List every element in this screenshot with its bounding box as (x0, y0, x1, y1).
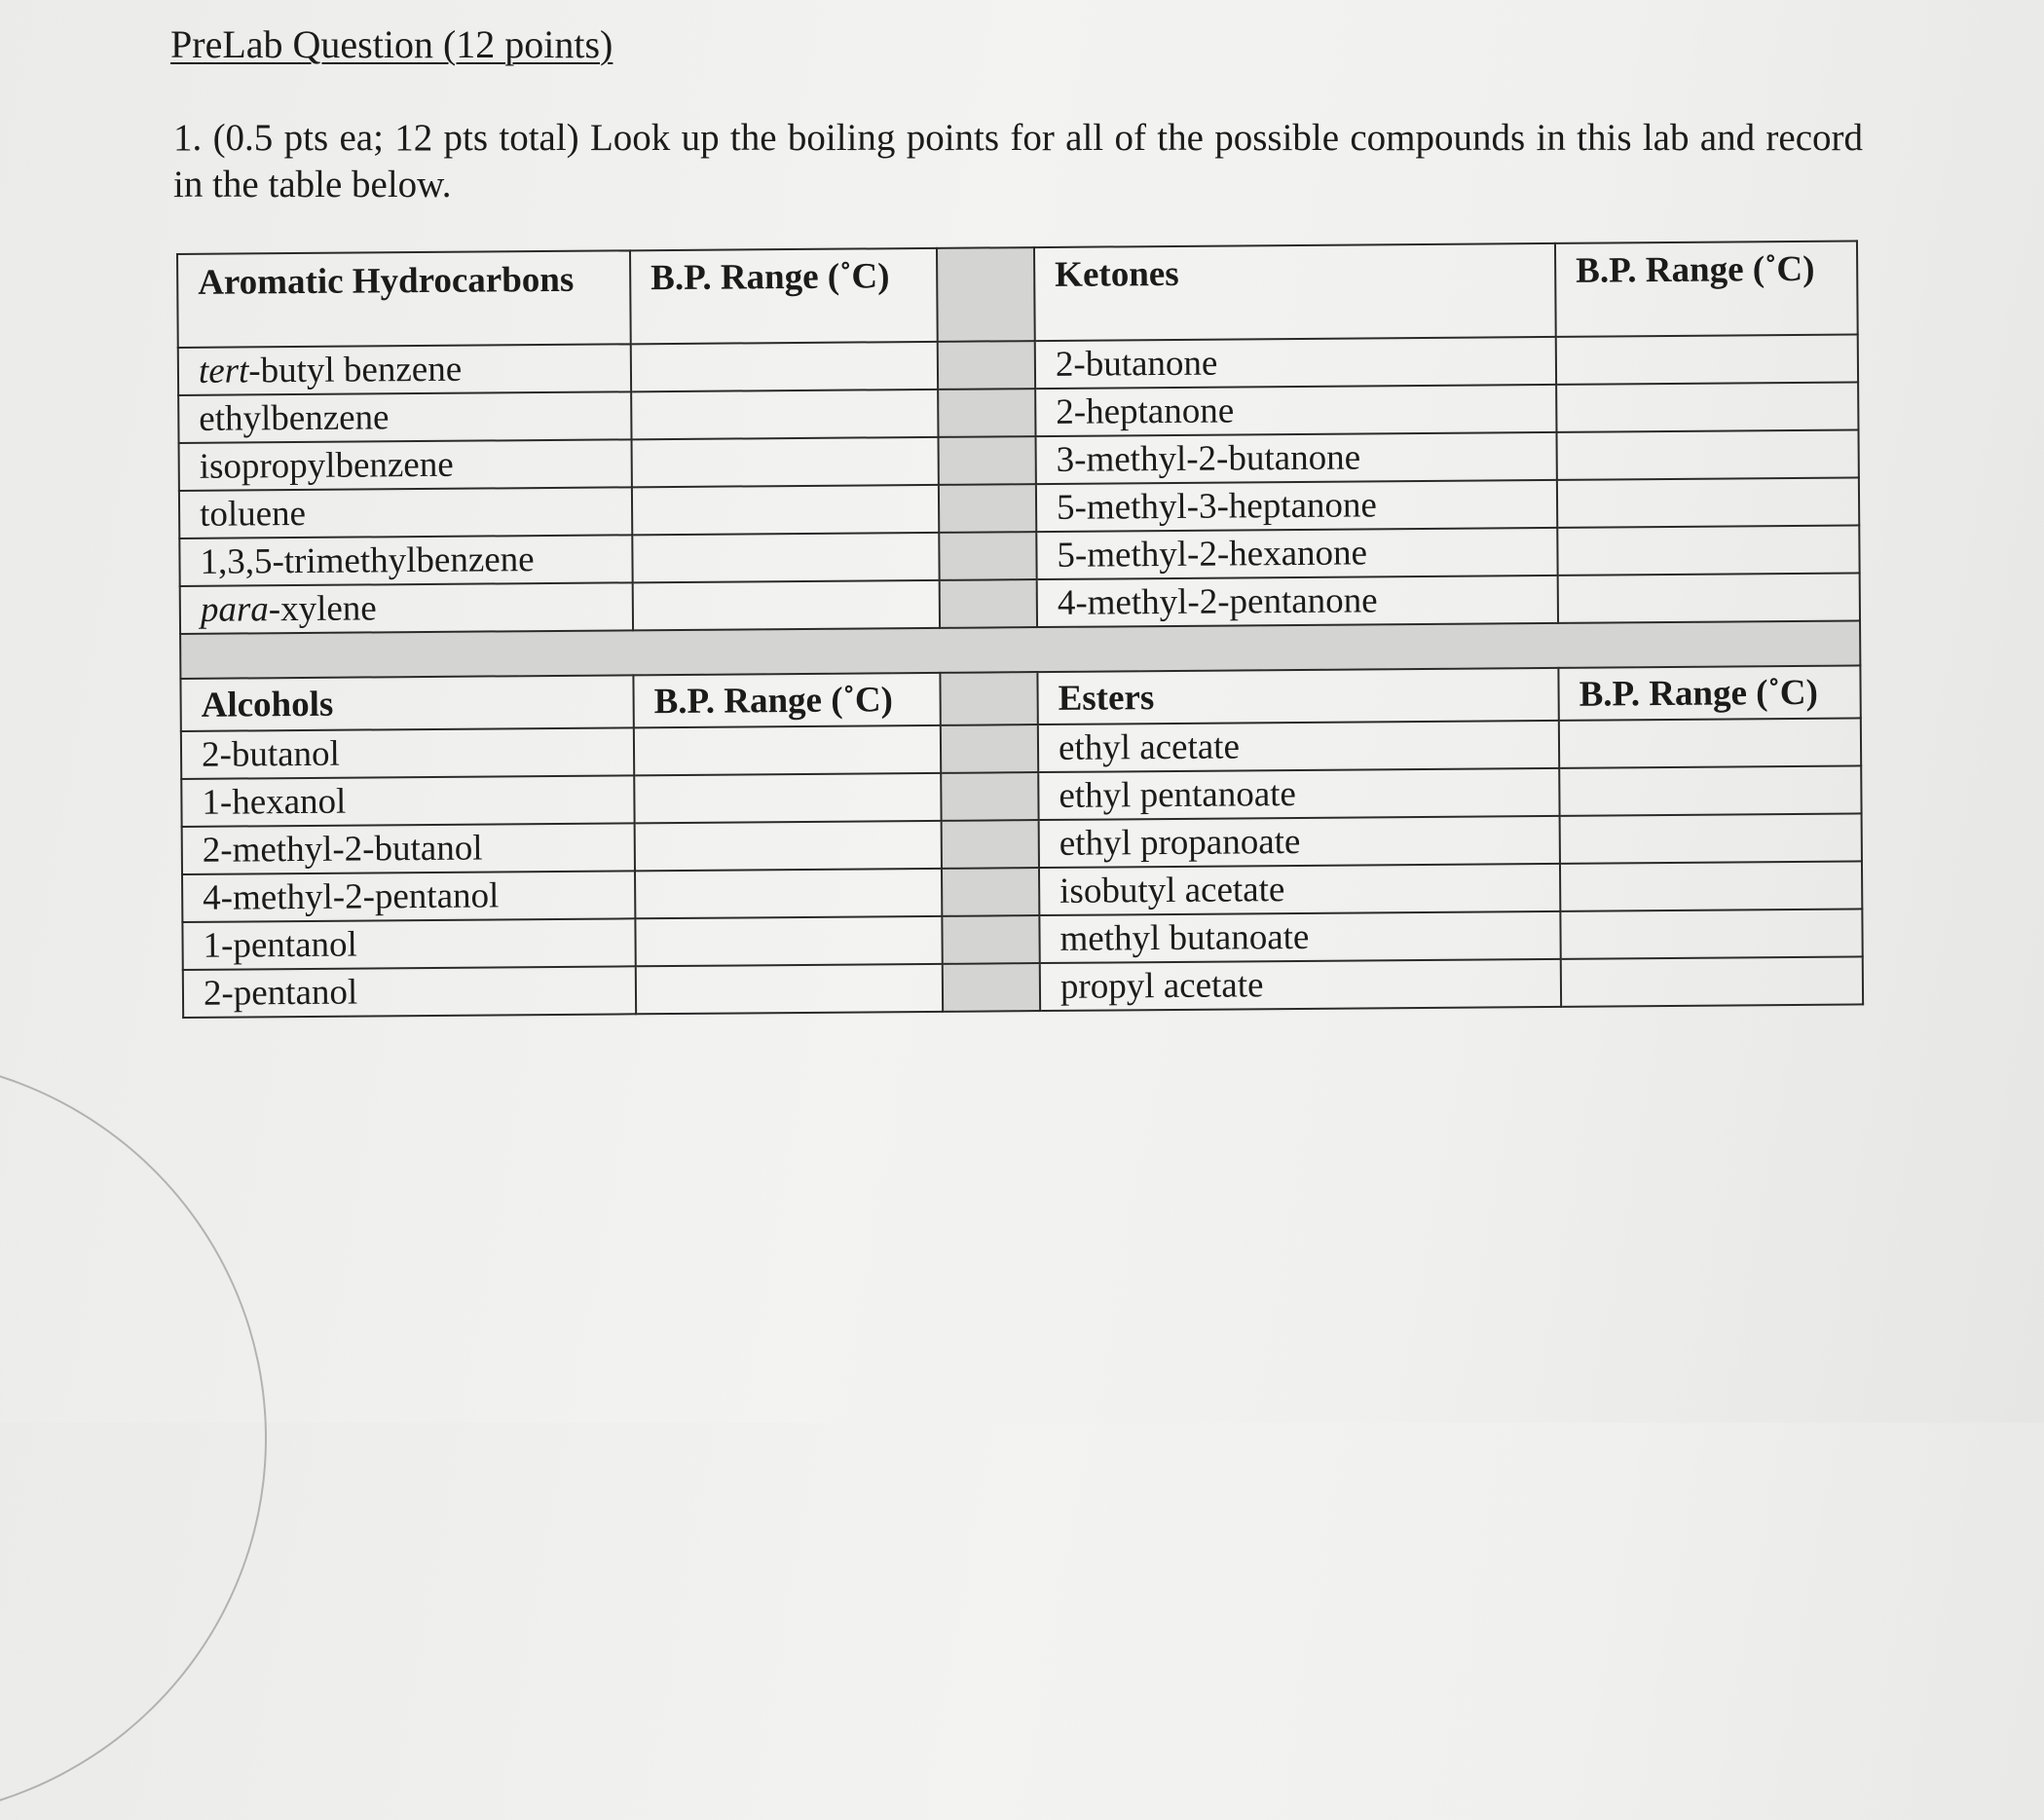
shaded-cell (943, 963, 1040, 1012)
ester-cell: ethyl pentanoate (1038, 768, 1559, 820)
alcohols-bp-header: B.P. Range (˚C) (633, 673, 940, 727)
esters-bp-header: B.P. Range (˚C) (1558, 665, 1860, 720)
ketone-cell: 5-methyl-3-heptanone (1036, 480, 1557, 532)
aromatic-cell (180, 582, 633, 634)
ketone-cell: 4-methyl-2-pentanone (1037, 576, 1558, 627)
bp-entry-cell[interactable] (635, 869, 942, 918)
ketone-cell: 2-butanone (1035, 337, 1556, 389)
shaded-cell (942, 868, 1039, 916)
bp-entry-cell[interactable] (635, 821, 942, 871)
aromatic-cell (178, 344, 631, 395)
alcohol-cell: 2-methyl-2-butanol (182, 823, 635, 874)
ester-cell: ethyl propanoate (1039, 816, 1560, 868)
question-text: 1. (0.5 pts ea; 12 pts total) Look up the boiling points for all of the possible compounds in this lab and record in the table below. (173, 117, 1863, 205)
esters-header: Esters (1037, 668, 1558, 724)
bp-entry-cell[interactable] (1561, 956, 1863, 1006)
bp-entry-cell[interactable] (1559, 718, 1861, 767)
bp-entry-cell[interactable] (631, 390, 938, 439)
alcohol-cell: 2-pentanol (183, 966, 636, 1018)
bp-entry-cell[interactable] (636, 964, 943, 1014)
shaded-cell (942, 915, 1039, 964)
shaded-cell (938, 389, 1035, 437)
ester-cell: isobutyl acetate (1039, 864, 1560, 915)
shaded-cell (941, 772, 1038, 821)
boiling-point-table (176, 240, 1864, 1019)
page-title: PreLab Question (12 points) (170, 22, 613, 66)
aromatic-cell: toluene (179, 487, 632, 539)
bp-entry-cell[interactable] (1556, 429, 1858, 479)
ester-cell: methyl butanoate (1039, 911, 1560, 963)
bp-entry-cell[interactable] (633, 580, 940, 630)
bp-entry-cell[interactable] (634, 773, 941, 823)
aromatic-cell: isopropylbenzene (179, 439, 632, 491)
bp-entry-cell[interactable] (1560, 861, 1862, 910)
ketone-cell: 5-methyl-2-hexanone (1036, 528, 1557, 579)
shaded-cell (940, 579, 1037, 628)
bp-entry-cell[interactable] (1559, 765, 1861, 815)
alcohol-cell: 2-butanol (181, 727, 634, 779)
bp-entry-cell[interactable] (1557, 477, 1859, 527)
shaded-cell (942, 820, 1039, 869)
italic-prefix: para (200, 589, 269, 630)
bp-entry-cell[interactable] (632, 485, 939, 535)
bp-entry-cell[interactable] (1560, 909, 1862, 958)
aromatic-header: Aromatic Hydrocarbons (177, 250, 631, 348)
bp-entry-cell[interactable] (1557, 525, 1859, 575)
shaded-cell (941, 724, 1038, 773)
bp-entry-cell[interactable] (1560, 813, 1862, 863)
aromatic-cell: ethylbenzene (178, 391, 631, 443)
ketone-cell: 2-heptanone (1035, 385, 1556, 436)
shaded-cell (938, 341, 1035, 390)
alcohols-header: Alcohols (180, 675, 633, 731)
bp-entry-cell[interactable] (1556, 382, 1858, 431)
shaded-cell (939, 436, 1036, 485)
table-row (177, 241, 1858, 348)
alcohol-cell: 1-hexanol (181, 775, 634, 827)
alcohol-cell: 4-methyl-2-pentanol (182, 871, 635, 922)
ketones-bp-header: B.P. Range (˚C) (1555, 241, 1858, 336)
bp-entry-cell[interactable] (631, 342, 938, 391)
bp-entry-cell[interactable] (1558, 573, 1860, 622)
bp-entry-cell[interactable] (634, 725, 941, 775)
ketones-header: Ketones (1034, 243, 1556, 341)
bp-entry-cell[interactable] (1556, 334, 1858, 384)
bp-entry-cell[interactable] (635, 916, 942, 966)
shaded-cell (939, 532, 1036, 580)
ketone-cell: 3-methyl-2-butanone (1036, 432, 1557, 484)
ester-cell: ethyl acetate (1038, 721, 1559, 772)
shaded-cell (939, 484, 1036, 533)
ester-cell: propyl acetate (1040, 959, 1561, 1011)
shaded-cell (940, 672, 1037, 725)
aromatic-cell: 1,3,5-trimethylbenzene (179, 535, 632, 586)
aromatic-bp-header: B.P. Range (˚C) (630, 248, 938, 344)
italic-prefix: tert (198, 351, 249, 391)
shaded-cell (937, 247, 1035, 342)
bp-entry-cell[interactable] (632, 437, 939, 487)
name-suffix: -xylene (268, 588, 377, 630)
bp-entry-cell[interactable] (632, 533, 939, 582)
alcohol-cell: 1-pentanol (182, 918, 635, 970)
shadow-arc (0, 1057, 267, 1820)
name-suffix: -butyl benzene (248, 349, 463, 391)
